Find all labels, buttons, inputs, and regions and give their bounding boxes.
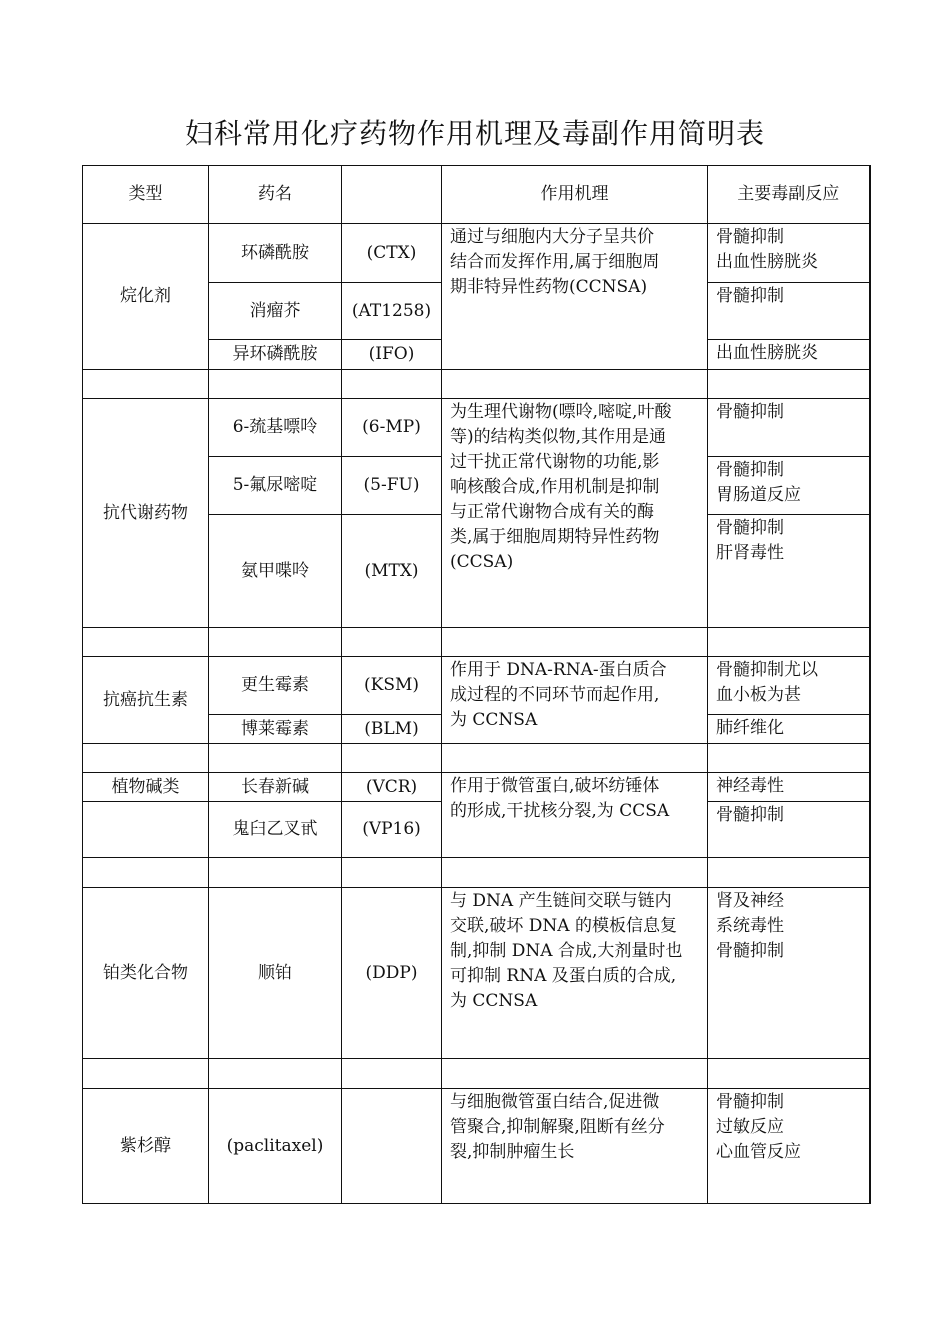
drug-abbr-cell: (BLM) <box>342 715 442 744</box>
header-name: 药名 <box>209 166 342 224</box>
mechanism-line: 管聚合,抑制解聚,阻断有丝分 <box>450 1117 665 1137</box>
table-row <box>83 773 870 802</box>
drug-abbr-cell: (6-MP) <box>342 399 442 457</box>
drug-abbr-cell <box>342 1089 442 1204</box>
mechanism-line: 交联,破坏 DNA 的模板信息复 <box>450 916 677 936</box>
side-effect-line: 过敏反应 <box>716 1117 784 1137</box>
drug-class-cell: 抗代谢药物 <box>83 399 209 628</box>
side-effect-cell <box>708 224 870 283</box>
drug-abbr-cell: (5-FU) <box>342 457 442 515</box>
side-effect-line: 骨髓抑制 <box>716 402 784 422</box>
mechanism-cell <box>442 773 708 858</box>
side-effect-cell <box>708 802 870 858</box>
mechanism-line: 与 DNA 产生链间交联与链内 <box>450 891 672 911</box>
drug-class-cell: 植物碱类 <box>83 773 209 802</box>
spacer-row <box>83 628 870 657</box>
header-type: 类型 <box>83 166 209 224</box>
drug-abbr-cell: (CTX) <box>342 224 442 283</box>
side-effect-line: 系统毒性 <box>716 916 784 936</box>
mechanism-cell <box>442 1089 708 1204</box>
side-effect-line: 肝肾毒性 <box>716 543 784 563</box>
table-row <box>83 657 870 715</box>
side-effect-cell <box>708 457 870 515</box>
drug-abbr-cell: (KSM) <box>342 657 442 715</box>
drug-class-cell: 烷化剂 <box>83 224 209 370</box>
mechanism-line: 的形成,干扰核分裂,为 CCSA <box>450 801 670 821</box>
mechanism-line: 作用于 DNA-RNA-蛋白质合 <box>450 660 667 680</box>
mechanism-line: 通过与细胞内大分子呈共价 <box>450 227 654 247</box>
page-title: 妇科常用化疗药物作用机理及毒副作用简明表 <box>184 117 765 150</box>
side-effect-line: 骨髓抑制 <box>716 805 784 825</box>
drug-name-cell: 6-巯基嘌呤 <box>209 399 342 457</box>
mechanism-line: 可抑制 RNA 及蛋白质的合成, <box>450 966 677 986</box>
side-effect-cell <box>708 1089 870 1204</box>
header-mechanism: 作用机理 <box>442 166 708 224</box>
drug-class-cell: 紫杉醇 <box>83 1089 209 1204</box>
side-effect-line: 出血性膀胱炎 <box>716 252 818 272</box>
side-effect-cell <box>708 515 870 628</box>
side-effect-cell <box>708 657 870 715</box>
drug-name-cell: 环磷酰胺 <box>209 224 342 283</box>
drug-table <box>82 165 871 1204</box>
side-effect-line: 胃肠道反应 <box>716 485 801 505</box>
mechanism-line: 制,抑制 DNA 合成,大剂量时也 <box>450 941 683 961</box>
side-effect-cell <box>708 888 870 1059</box>
drug-name-cell: 更生霉素 <box>209 657 342 715</box>
side-effect-cell <box>708 715 870 744</box>
side-effect-line: 出血性膀胱炎 <box>716 343 818 363</box>
mechanism-line: 作用于微管蛋白,破坏纺锤体 <box>450 776 660 796</box>
spacer-row <box>83 744 870 773</box>
spacer-row <box>83 858 870 888</box>
mechanism-line: 为生理代谢物(嘌呤,嘧啶,叶酸 <box>450 402 672 422</box>
drug-abbr-cell: (MTX) <box>342 515 442 628</box>
mechanism-line: 与正常代谢物合成有关的酶 <box>450 502 654 522</box>
side-effect-cell <box>708 283 870 340</box>
mechanism-cell <box>442 399 708 628</box>
side-effect-line: 骨髓抑制 <box>716 1092 784 1112</box>
mechanism-line: 期非特异性药物(CCNSA) <box>450 277 648 297</box>
drug-class-cell: 抗癌抗生素 <box>83 657 209 744</box>
table-row <box>83 224 870 283</box>
mechanism-line: (CCSA) <box>450 552 514 572</box>
drug-name-cell: 氨甲喋呤 <box>209 515 342 628</box>
drug-name-cell: 鬼臼乙叉甙 <box>209 802 342 858</box>
side-effect-line: 骨髓抑制 <box>716 286 784 306</box>
header-side-effects: 主要毒副反应 <box>708 166 870 224</box>
mechanism-cell <box>442 888 708 1059</box>
mechanism-cell <box>442 224 708 370</box>
table-row <box>83 399 870 457</box>
table-row <box>83 1089 870 1204</box>
side-effect-line: 骨髓抑制 <box>716 941 784 961</box>
side-effect-cell <box>708 399 870 457</box>
drug-abbr-cell: (VCR) <box>342 773 442 802</box>
mechanism-line: 等)的结构类似物,其作用是通 <box>450 427 667 447</box>
drug-abbr-cell: (DDP) <box>342 888 442 1059</box>
mechanism-line: 过干扰正常代谢物的功能,影 <box>450 452 660 472</box>
mechanism-line: 响核酸合成,作用机制是抑制 <box>450 477 660 497</box>
drug-name-cell: 长春新碱 <box>209 773 342 802</box>
mechanism-line: 类,属于细胞周期特异性药物 <box>450 527 660 547</box>
mechanism-line: 为 CCNSA <box>450 991 538 1011</box>
mechanism-line: 为 CCNSA <box>450 710 538 730</box>
side-effect-cell <box>708 773 870 802</box>
side-effect-line: 骨髓抑制 <box>716 518 784 538</box>
side-effect-line: 神经毒性 <box>716 776 784 796</box>
drug-abbr-cell: (AT1258) <box>342 283 442 340</box>
side-effect-line: 血小板为甚 <box>716 685 801 705</box>
drug-name-cell: 博莱霉素 <box>209 715 342 744</box>
header-abbr <box>342 166 442 224</box>
side-effect-line: 骨髓抑制 <box>716 227 784 247</box>
drug-name-cell: (paclitaxel) <box>209 1089 342 1204</box>
mechanism-line: 与细胞微管蛋白结合,促进微 <box>450 1092 660 1112</box>
drug-name-cell: 异环磷酰胺 <box>209 340 342 370</box>
spacer-row <box>83 370 870 399</box>
drug-name-cell: 顺铂 <box>209 888 342 1059</box>
side-effect-line: 肾及神经 <box>716 891 784 911</box>
drug-class-cell: 铂类化合物 <box>83 888 209 1059</box>
mechanism-cell <box>442 657 708 744</box>
mechanism-line: 结合而发挥作用,属于细胞周 <box>450 252 660 272</box>
table-row <box>83 888 870 1059</box>
drug-class-cell-empty <box>83 802 209 858</box>
side-effect-line: 骨髓抑制 <box>716 460 784 480</box>
side-effect-line: 骨髓抑制尤以 <box>716 660 818 680</box>
mechanism-line: 裂,抑制肿瘤生长 <box>450 1142 575 1162</box>
drug-abbr-cell: (IFO) <box>342 340 442 370</box>
mechanism-line: 成过程的不同环节而起作用, <box>450 685 660 705</box>
spacer-row <box>83 1059 870 1089</box>
drug-abbr-cell: (VP16) <box>342 802 442 858</box>
drug-name-cell: 5-氟尿嘧啶 <box>209 457 342 515</box>
header-row <box>83 166 870 224</box>
drug-name-cell: 消瘤芥 <box>209 283 342 340</box>
side-effect-cell <box>708 340 870 370</box>
side-effect-line: 肺纤维化 <box>716 718 784 738</box>
side-effect-line: 心血管反应 <box>716 1142 801 1162</box>
